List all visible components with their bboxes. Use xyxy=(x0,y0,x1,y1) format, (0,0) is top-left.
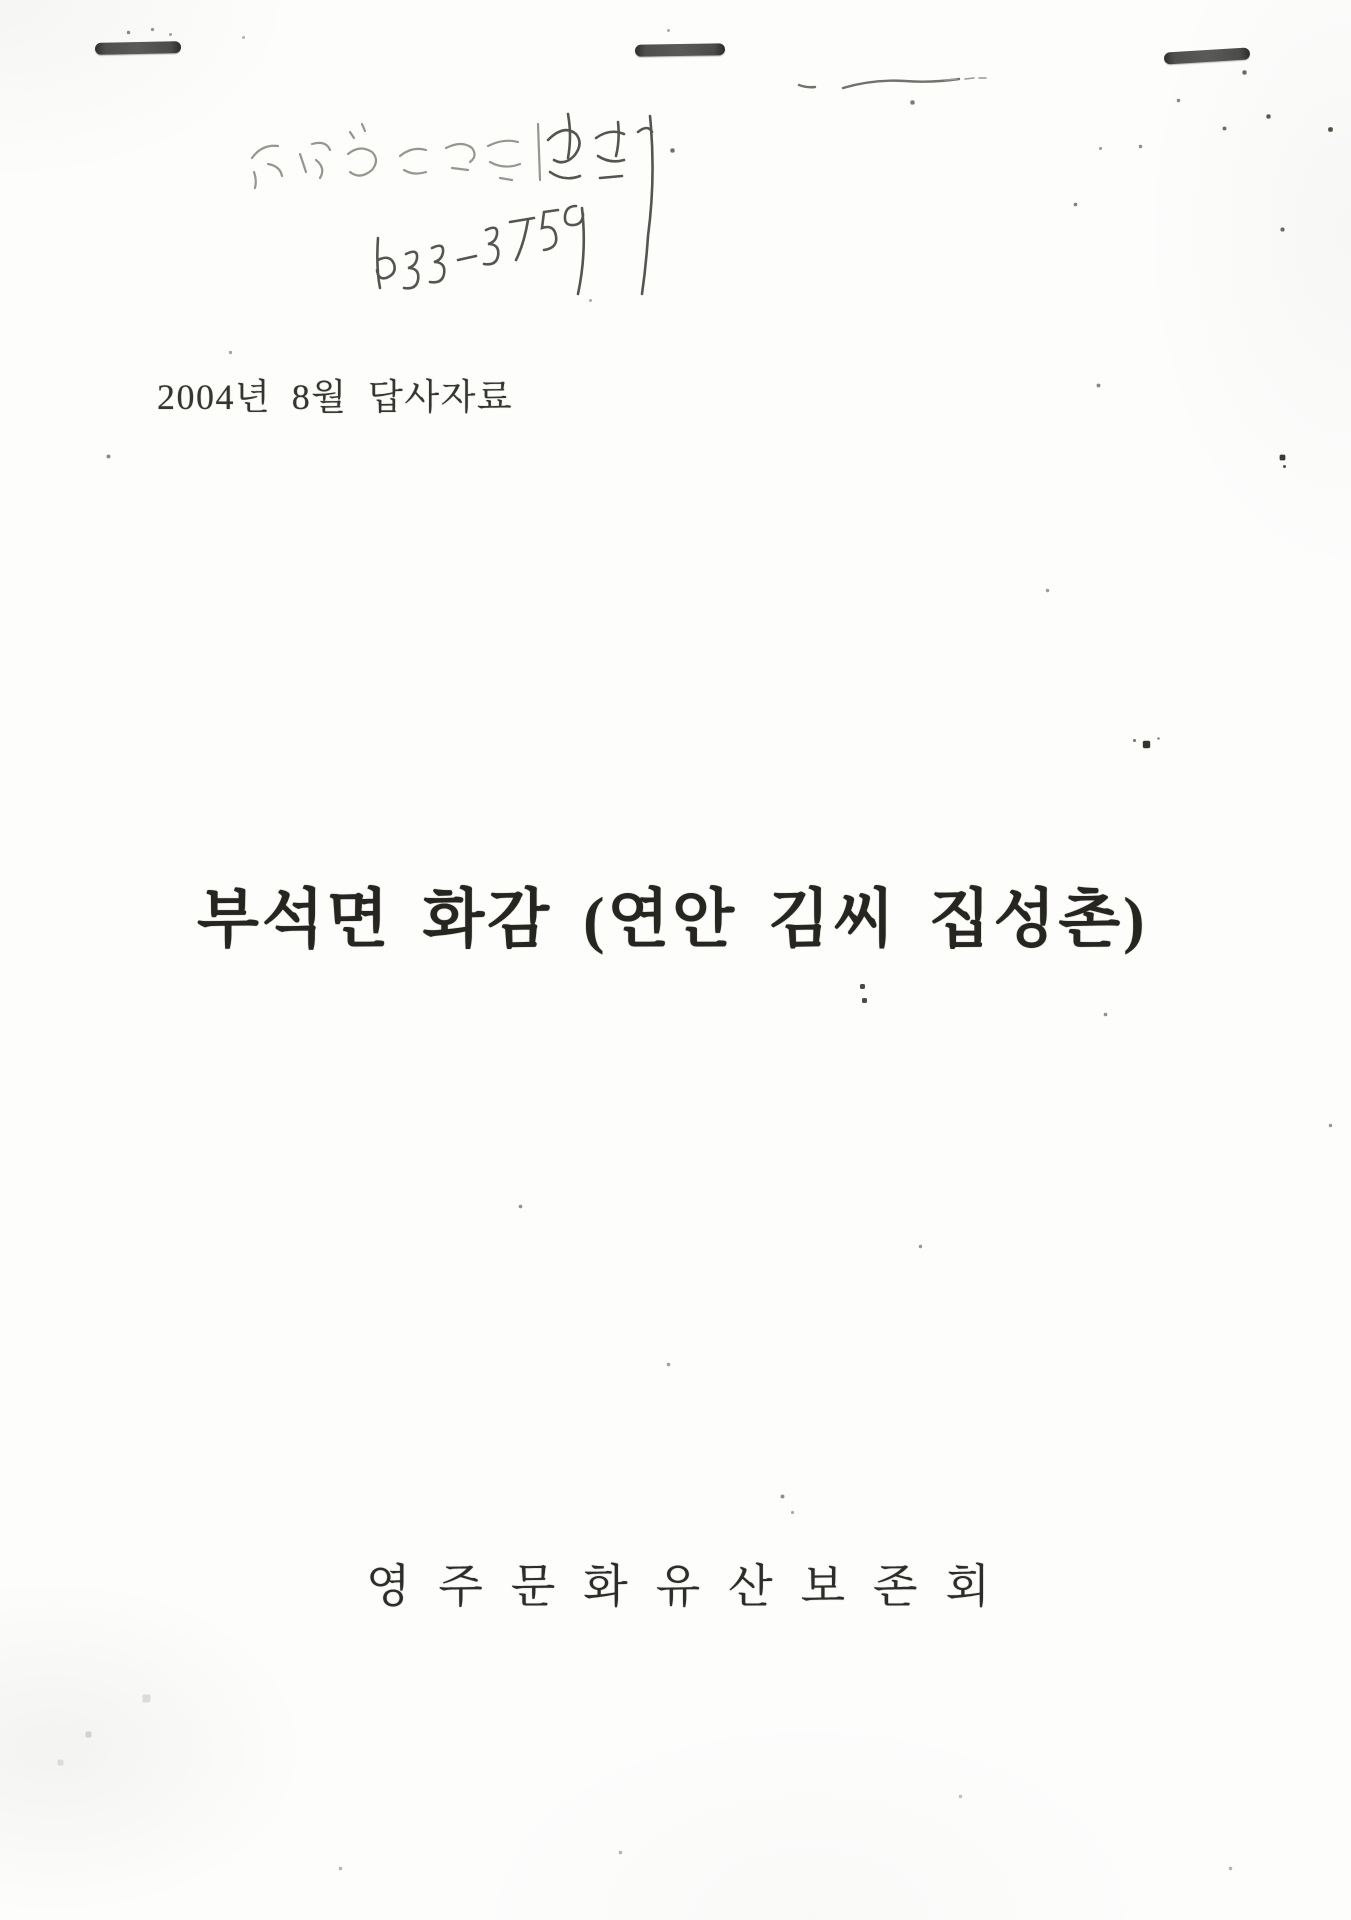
survey-date-label: 2004년 8월 답사자료 xyxy=(157,377,514,417)
pencil-mark xyxy=(795,68,1005,107)
handwritten-phone xyxy=(362,190,594,325)
staple-left xyxy=(95,41,181,55)
document-title: 부석면 화감 (연안 김씨 집성촌) xyxy=(197,884,1148,955)
publisher-name: 영주문화유산보존회 xyxy=(366,1561,1018,1612)
staple-right xyxy=(1164,47,1251,64)
scan-specks xyxy=(0,0,1,1)
staple-center xyxy=(635,43,725,57)
